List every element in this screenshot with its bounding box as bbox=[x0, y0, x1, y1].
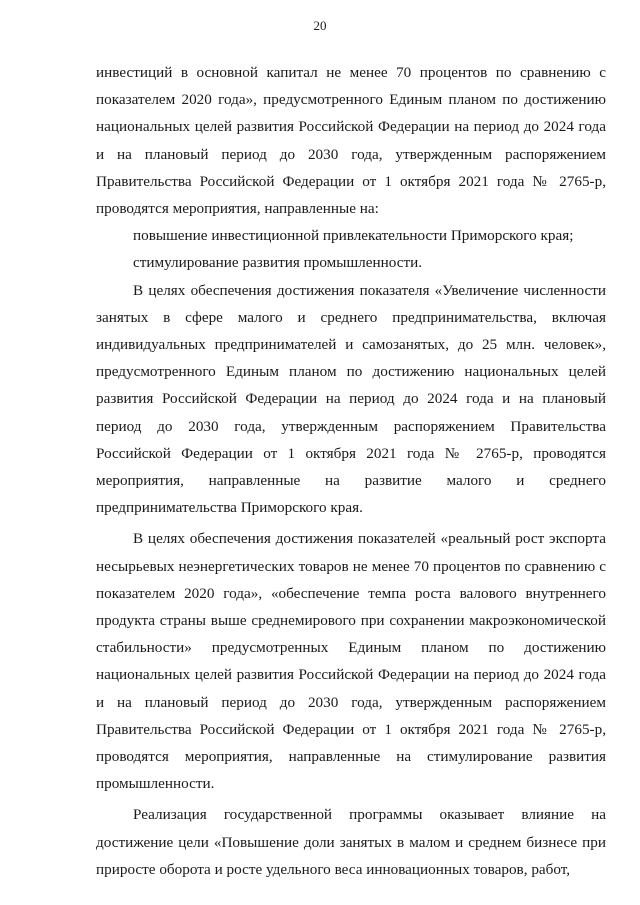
document-body bbox=[96, 59, 606, 883]
paragraph-investment-continuation: инвестиций в основной капитал не менее 70 процентов по сравнению с показателем 2020 года», предусмотренного Единым планом по достижению национальных целей развития Российской Федерации на период до 2024 года и на плановый период до 2030 года, утвержденным распоряжением Правительства Российской Федерации от 1 октября 2021 года № 2765-р, проводятся мероприятия, направленные на: bbox=[96, 64, 606, 218]
paragraph-export-growth: В целях обеспечения достижения показателей «реальный рост экспорта несырьевых неэнергетических товаров не менее 70 процентов по сравнению с показателем 2020 года», «обеспечение темпа роста валового внутреннего продукта страны выше среднемирового при сохранении макроэкономической стабильности» предусмотренных Единым планом по достижению национальных целей развития Российской Федерации на период до 2024 года и на плановый период до 2030 года, утвержденным распоряжением Правительства Российской Федерации от 1 октября 2021 года № 2765-р, проводятся мероприятия, направленные на стимулирование развития промышленности. bbox=[96, 530, 606, 793]
paragraph-sme-employment: В целях обеспечения достижения показателя «Увеличение численности занятых в сфере малого и среднего предпринимательства, включая индивидуальных предпринимателей и самозанятых, до 25 млн. человек», предусмотренного Единым планом по достижению национальных целей развития Российской Федерации на период до 2024 года и на плановый период до 2030 года, утвержденным распоряжением Правительства Российской Федерации от 1 октября 2021 года № 2765-р, проводятся мероприятия, направленные на развитие малого и среднего предпринимательства Приморского края. bbox=[96, 281, 606, 517]
list-item-industry-stimulation: стимулирование развития промышленности. bbox=[133, 254, 423, 272]
paragraph-program-impact: Реализация государственной программы оказывает влияние на достижение цели «Повышение доли занятых в малом и среднем бизнесе при приросте оборота и росте удельного веса инновационных товаров, работ, bbox=[96, 806, 606, 878]
page-number: 20 bbox=[313, 18, 327, 33]
list-item-investment-attractiveness: повышение инвестиционной привлекательности Приморского края; bbox=[133, 227, 574, 245]
